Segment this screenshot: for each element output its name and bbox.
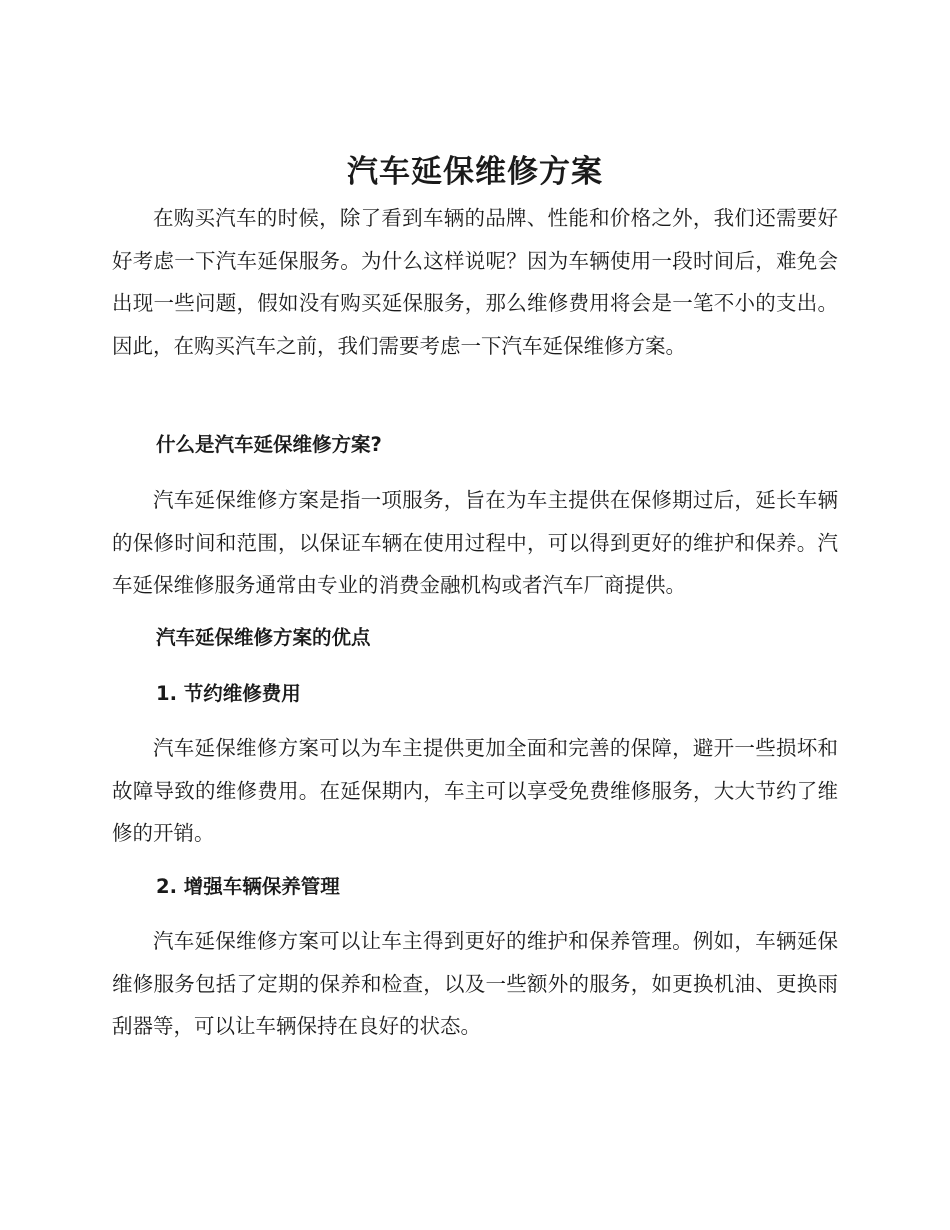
advantage-heading-1: 1. 节约维修费用 (156, 682, 301, 705)
section-heading-advantages: 汽车延保维修方案的优点 (156, 626, 371, 649)
section-heading-what: 什么是汽车延保维修方案? (156, 433, 382, 456)
section-what-paragraph: 汽车延保维修方案是指一项服务，旨在为车主提供在保修期过后，延长车辆的保修时间和范围，以保证车辆在使用过程中，可以得到更好的维护和保养。汽车延保维修服务通常由专业的消费金融机构或者汽车厂商提供。 (112, 488, 838, 597)
advantage-paragraph-1: 汽车延保维修方案可以为车主提供更加全面和完善的保障，避开一些损坏和故障导致的维修费用。在延保期内，车主可以享受免费维修服务，大大节约了维修的开销。 (112, 736, 838, 845)
intro-paragraph: 在购买汽车的时候，除了看到车辆的品牌、性能和价格之外，我们还需要好好考虑一下汽车延保服务。为什么这样说呢？因为车辆使用一段时间后，难免会出现一些问题，假如没有购买延保服务，那么维修费用将会是一笔不小的支出。因此，在购买汽车之前，我们需要考虑一下汽车延保维修方案。 (112, 206, 838, 358)
advantage-paragraph-2: 汽车延保维修方案可以让车主得到更好的维护和保养管理。例如，车辆延保维修服务包括了定期的保养和检查，以及一些额外的服务，如更换机油、更换雨刮器等，可以让车辆保持在良好的状态。 (112, 929, 838, 1038)
document-title: 汽车延保维修方案 (347, 154, 603, 190)
advantage-heading-2: 2. 增强车辆保养管理 (156, 875, 340, 898)
